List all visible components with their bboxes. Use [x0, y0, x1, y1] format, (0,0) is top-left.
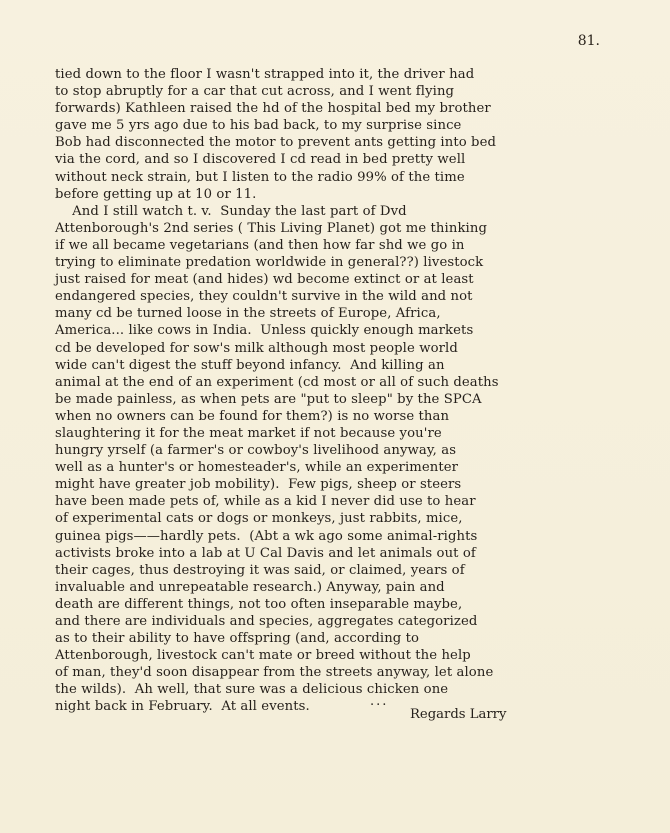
body-line: tied down to the floor I wasn't strapped into it, the driver had: [55, 67, 475, 82]
body-line: trying to eliminate predation worldwide in general??) livestock: [55, 255, 484, 271]
body-line: when no owners can be found for them?) is no worse than: [55, 408, 450, 424]
body-line: just raised for meat (and hides) wd become extinct or at least: [55, 272, 474, 288]
body-line: well as a hunter's or homesteader's, while an experimenter: [55, 460, 459, 476]
body-line: endangered species, they couldn't survive in the wild and not: [55, 289, 473, 305]
body-line: might have greater job mobility). Few pigs, sheep or steers: [55, 477, 462, 493]
body-line: And I still watch t. v. Sunday the last part of Dvd: [55, 203, 407, 219]
body-line: the wilds). Ah well, that sure was a delicious chicken one: [55, 682, 449, 698]
body-line: of man, they'd soon disappear from the streets anyway, let alone: [55, 665, 494, 681]
body-line: of experimental cats or dogs or monkeys, just rabbits, mice,: [55, 511, 463, 527]
body-line: Attenborough's 2nd series ( This Living Planet) got me thinking: [55, 220, 487, 236]
body-line: night back in February. At all events.: [55, 699, 310, 715]
body-line: if we all became vegetarians (and then how far shd we go in: [55, 237, 465, 253]
body-line: to stop abruptly for a car that cut across, and I went flying: [55, 84, 455, 100]
body-line: many cd be turned loose in the streets of Europe, Africa,: [55, 306, 441, 322]
signature: Regards Larry: [410, 707, 507, 722]
body-line: death are different things, not too often inseparable maybe,: [55, 596, 463, 612]
body-line: America... like cows in India. Unless quickly enough markets: [55, 323, 474, 339]
body-line: wide can't digest the stuff beyond infancy. And killing an: [55, 357, 445, 373]
body-line: without neck strain, but I listen to the radio 99% of the time: [55, 169, 465, 185]
signature-dots: ...: [370, 694, 389, 709]
body-line: have been made pets of, while as a kid I never did use to hear: [55, 494, 476, 510]
body-line: guinea pigs——hardly pets. (Abt a wk ago some animal-rights: [55, 528, 478, 544]
body-line: before getting up at 10 or 11.: [55, 186, 257, 202]
body-line: cd be developed for sow's milk although most people world: [55, 340, 458, 356]
body-line: Attenborough, livestock can't mate or breed without the help: [55, 648, 471, 664]
body-line: via the cord, and so I discovered I cd read in bed pretty well: [55, 152, 466, 168]
body-line: animal at the end of an experiment (cd most or all of such deaths: [55, 374, 499, 390]
body-line: slaughtering it for the meat market if not because you're: [55, 425, 442, 441]
body-line: gave me 5 yrs ago due to his bad back, to my surprise since: [55, 118, 462, 134]
page-number: 81.: [577, 33, 600, 49]
body-line: be made painless, as when pets are "put to sleep" by the SPCA: [55, 391, 482, 407]
body-line: hungry yrself (a farmer's or cowboy's livelihood anyway, as: [55, 443, 457, 459]
body-line: invaluable and unrepeatable research.) Anyway, pain and: [55, 579, 445, 595]
letter-body: [55, 66, 625, 716]
body-line: and there are individuals and species, aggregates categorized: [55, 614, 478, 629]
body-line: forwards) Kathleen raised the hd of the hospital bed my brother: [55, 101, 491, 117]
body-line: Bob had disconnected the motor to prevent ants getting into bed: [55, 135, 497, 151]
body-line: their cages, thus destroying it was said, or claimed, years of: [55, 562, 465, 578]
body-line: as to their ability to have offspring (and, according to: [55, 631, 420, 647]
body-line: activists broke into a lab at U Cal Davis and let animals out of: [55, 545, 476, 561]
